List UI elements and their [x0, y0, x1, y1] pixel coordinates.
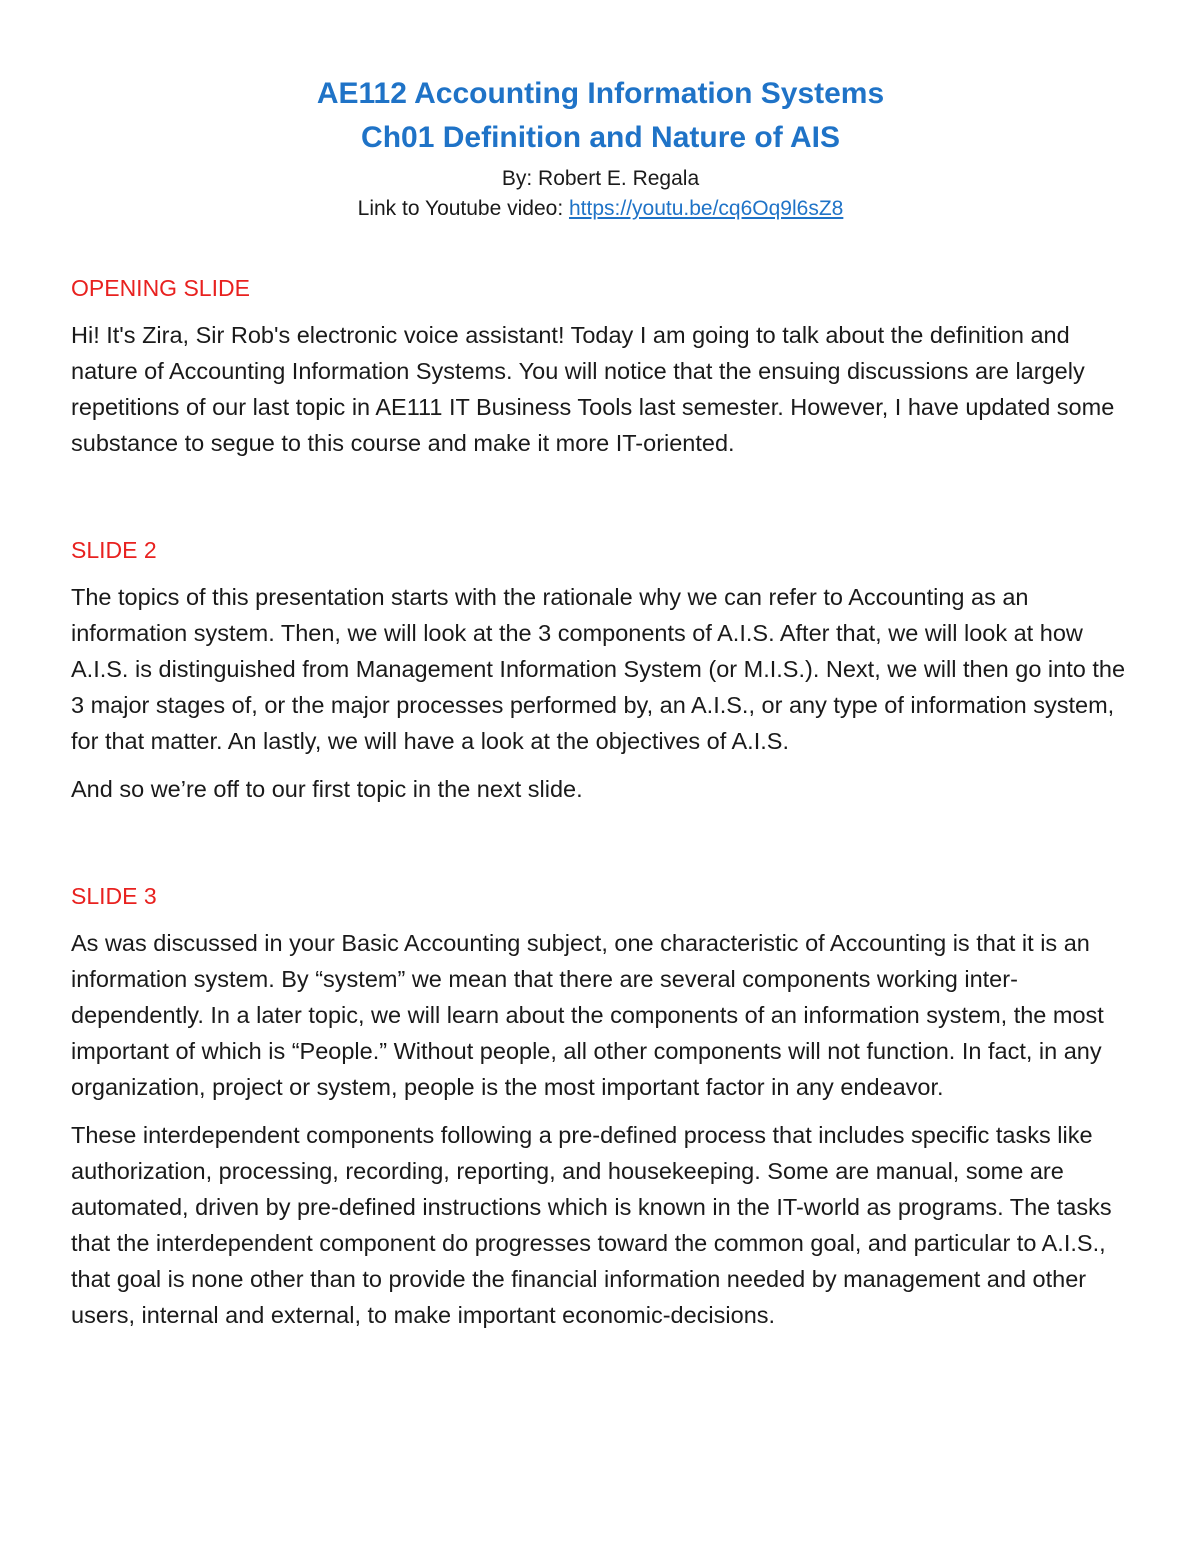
section-slide-3: [71, 879, 1130, 1333]
section-heading: SLIDE 3: [71, 883, 157, 909]
paragraph: And so we’re off to our first topic in the next slide.: [71, 776, 583, 802]
author-byline: By: Robert E. Regala: [501, 167, 700, 190]
document-title-line1: AE112 Accounting Information Systems: [316, 77, 885, 110]
video-link-prefix: Link to Youtube video:: [357, 197, 569, 220]
section-heading: OPENING SLIDE: [71, 275, 250, 301]
paragraph: Hi! It's Zira, Sir Rob's electronic voice assistant! Today I am going to talk about the definition and nature of Accounting Information Systems. You will notice that the ensuing discussions are largely repetitions of our last topic in AE111 IT Business Tools last semester. However, I have updated some substance to segue to this course and make it more IT-oriented.: [71, 322, 1115, 456]
paragraph: As was discussed in your Basic Accounting subject, one characteristic of Accounting is that it is an information system. By “system” we mean that there are several components working inter-dependently. In a later topic, we will learn about the components of an information system, the most important of which is “People.” Without people, all other components will not function. In fact, in any organization, project or system, people is the most important factor in any endeavor.: [71, 930, 1104, 1100]
paragraph: These interdependent components following a pre-defined process that includes specific tasks like authorization, processing, recording, reporting, and housekeeping. Some are manual, some are automated, driven by pre-defined instructions which is known in the IT-world as programs. The tasks that the interdependent component do progresses toward the common goal, and particular to A.I.S., that goal is none other than to provide the financial information needed by management and other users, internal and external, to make important economic-decisions.: [71, 1122, 1112, 1328]
document-header: [71, 72, 1130, 224]
section-heading: SLIDE 2: [71, 537, 157, 563]
youtube-video-link[interactable]: https://youtu.be/cq6Oq9l6sZ8: [569, 197, 844, 220]
section-opening-slide: [71, 271, 1130, 461]
paragraph: The topics of this presentation starts with the rationale why we can refer to Accounting as an information system. Then, we will look at the 3 components of A.I.S. After that, we will look at how A.I.S. is distinguished from Management Information System (or M.I.S.). Next, we will then go into the 3 major stages of, or the major processes performed by, an A.I.S., or any type of information system, for that matter. An lastly, we will have a look at the objectives of A.I.S.: [71, 584, 1126, 754]
section-slide-2: [71, 533, 1130, 807]
video-link-line: [71, 194, 1130, 224]
document-title-line2: Ch01 Definition and Nature of AIS: [361, 121, 840, 154]
